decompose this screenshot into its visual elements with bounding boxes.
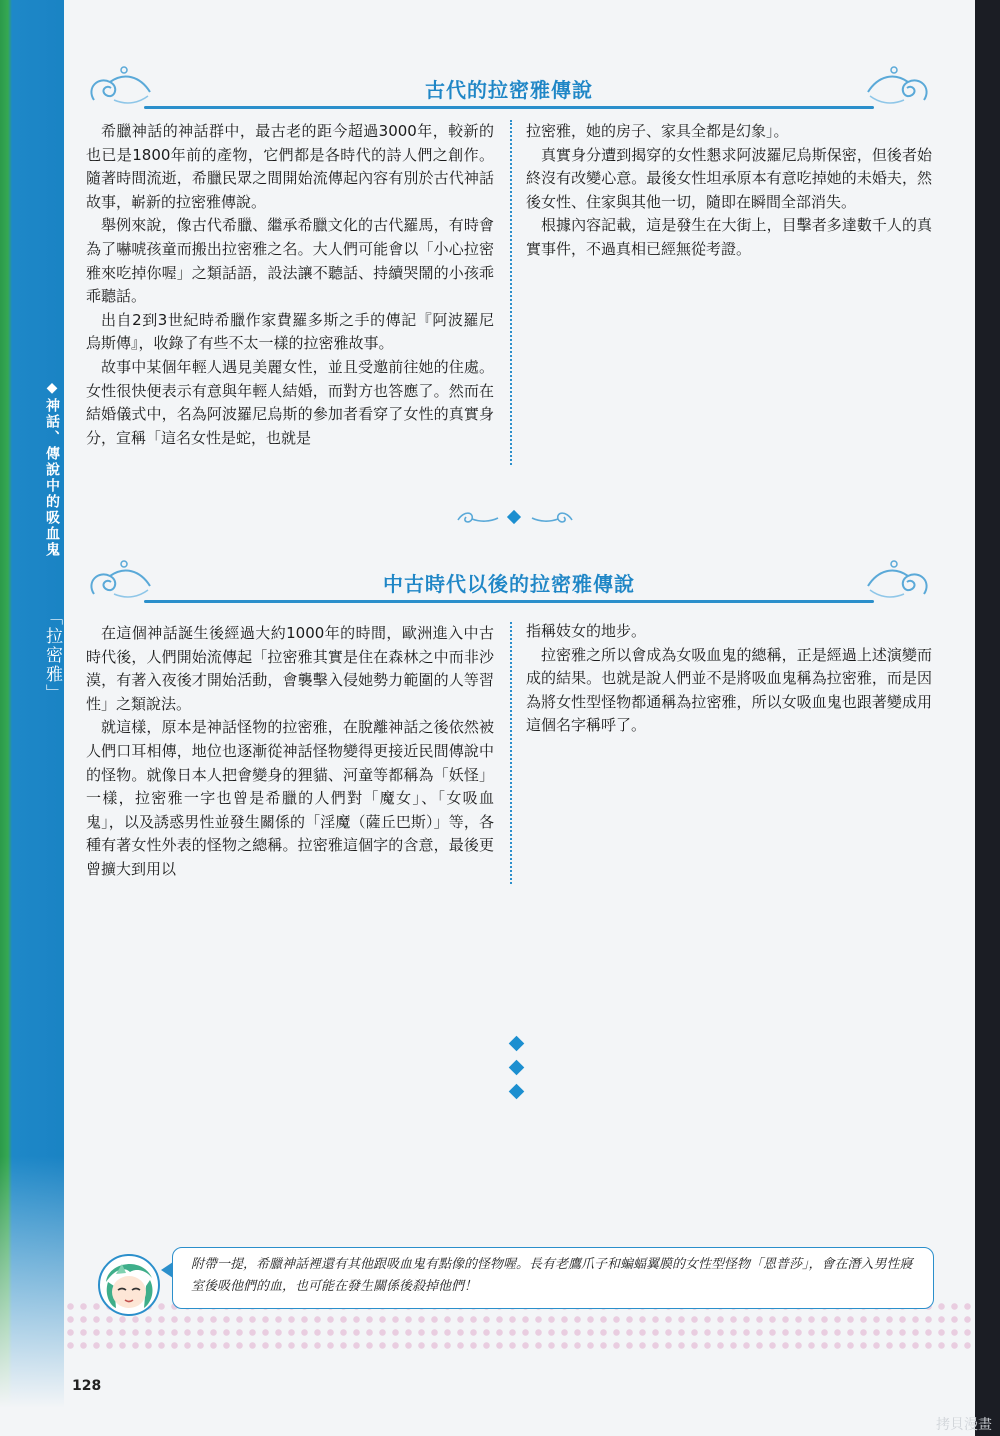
diamond-bullet-icon bbox=[509, 1060, 525, 1076]
speech-bubble-tail bbox=[161, 1262, 173, 1278]
column-divider bbox=[510, 622, 512, 884]
note-text: 附帶一提，希臘神話裡還有其他跟吸血鬼有點像的怪物喔。長有老鷹爪子和蝙蝠翼膜的女性型怪物「恩普莎」，會在潛入男性寢室後吸他們的血，也可能在發生關係後殺掉他們！ bbox=[191, 1257, 913, 1294]
chapter-side-tab bbox=[38, 380, 64, 820]
diamond-bullet-icon bbox=[509, 1084, 525, 1100]
page-number: 128 bbox=[72, 1378, 102, 1394]
watermark-text: 拷貝漫畫 bbox=[936, 1417, 992, 1433]
paragraph: 故事中某個年輕人遇見美麗女性，並且受邀前往她的住處。女性很快便表示有意與年輕人結婚，而對方也答應了。然而在結婚儀式中，名為阿波羅尼烏斯的參加者看穿了女性的真實身分，宣稱「這名女性是蛇，也就是 bbox=[86, 357, 494, 447]
column-divider bbox=[510, 120, 512, 465]
diamond-bullet-icon bbox=[509, 1036, 525, 1052]
paragraph: 真實身分遭到揭穿的女性懇求阿波羅尼烏斯保密，但後者始終沒有改變心意。最後女性坦承原本有意吃掉她的未婚夫，然後女性、住家與其他一切，隨即在瞬間全部消失。 bbox=[526, 145, 932, 211]
section1-title: 古代的拉密雅傳說 bbox=[425, 78, 593, 102]
flourish-divider-icon bbox=[450, 508, 580, 528]
section2-title: 中古時代以後的拉密雅傳說 bbox=[383, 572, 635, 596]
paragraph-continuation: 拉密雅，她的房子、家具全都是幻象」。 bbox=[526, 122, 789, 140]
paragraph: 舉例來說，像古代希臘、繼承希臘文化的古代羅馬，有時會為了嚇唬孩童而搬出拉密雅之名。大人們可能會以「小心拉密雅來吃掉你喔」之類話語，設法讓不聽話、持續哭鬧的小孩乖乖聽話。 bbox=[86, 216, 494, 306]
speech-bubble-note bbox=[172, 1247, 934, 1309]
paragraph: 在這個神話誕生後經過大約1000年的時間，歐洲進入中古時代後，人們開始流傳起「拉密雅其實是住在森林之中而非沙漠，有著入夜後才開始活動，會襲擊入侵她勢力範圍的人等習性」之類說法。 bbox=[86, 624, 494, 713]
paragraph: 根據內容記載，這是發生在大街上，目擊者多達數千人的真實事件，不過真相已經無從考證。 bbox=[526, 216, 932, 258]
section2-header bbox=[84, 556, 934, 612]
paragraph: 就這樣，原本是神話怪物的拉密雅，在脫離神話之後依然被人們口耳相傳，地位也逐漸從神話怪物變得更接近民間傳說中的怪物。就像日本人把會變身的狸貓、河童等都稱為「妖怪」一樣，拉密雅一字也曾是希臘的人們對「魔女」、「女吸血鬼」，以及誘惑男性並發生關係的「淫魔（薩丘巴斯）」等，各種有著女性外表的怪物之總稱。拉密雅這個字的含意，最後更曾擴大到用以 bbox=[86, 718, 494, 878]
section2-title-rule bbox=[144, 600, 874, 603]
section2-right-column bbox=[526, 620, 932, 738]
paragraph: 希臘神話的神話群中，最古老的距今超過3000年，較新的也已是1800年前的產物，它們都是各時代的詩人們之創作。隨著時間流逝，希臘民眾之間開始流傳起內容有別於古代神話故事，嶄新的拉密雅傳說。 bbox=[86, 122, 494, 211]
section1-title-rule bbox=[144, 106, 874, 109]
section1-right-column bbox=[526, 120, 932, 262]
paragraph: 出自2到3世紀時希臘作家費羅多斯之手的傳記『阿波羅尼烏斯傳』，收錄了有些不太一樣的拉密雅故事。 bbox=[86, 310, 494, 353]
swirl-ornament-right-icon bbox=[864, 556, 934, 606]
mascot-avatar-icon bbox=[96, 1252, 162, 1318]
section1-header bbox=[84, 62, 934, 118]
side-tab-text: ◆神話、傳說中的吸血鬼 bbox=[44, 380, 60, 558]
paragraph-continuation: 指稱妓女的地步。 bbox=[526, 622, 647, 640]
paragraph: 拉密雅之所以會成為女吸血鬼的總稱，正是經過上述演變而成的結果。也就是說人們並不是將吸血鬼稱為拉密雅，而是因為將女性型怪物都通稱為拉密雅，所以女吸血鬼也跟著變成用這個名字稱呼了。 bbox=[526, 645, 932, 735]
swirl-ornament-right-icon bbox=[864, 62, 934, 112]
section2-left-column bbox=[86, 622, 494, 882]
section1-left-column bbox=[86, 120, 494, 450]
side-tab-subtitle: 「拉密雅」 bbox=[42, 608, 62, 703]
